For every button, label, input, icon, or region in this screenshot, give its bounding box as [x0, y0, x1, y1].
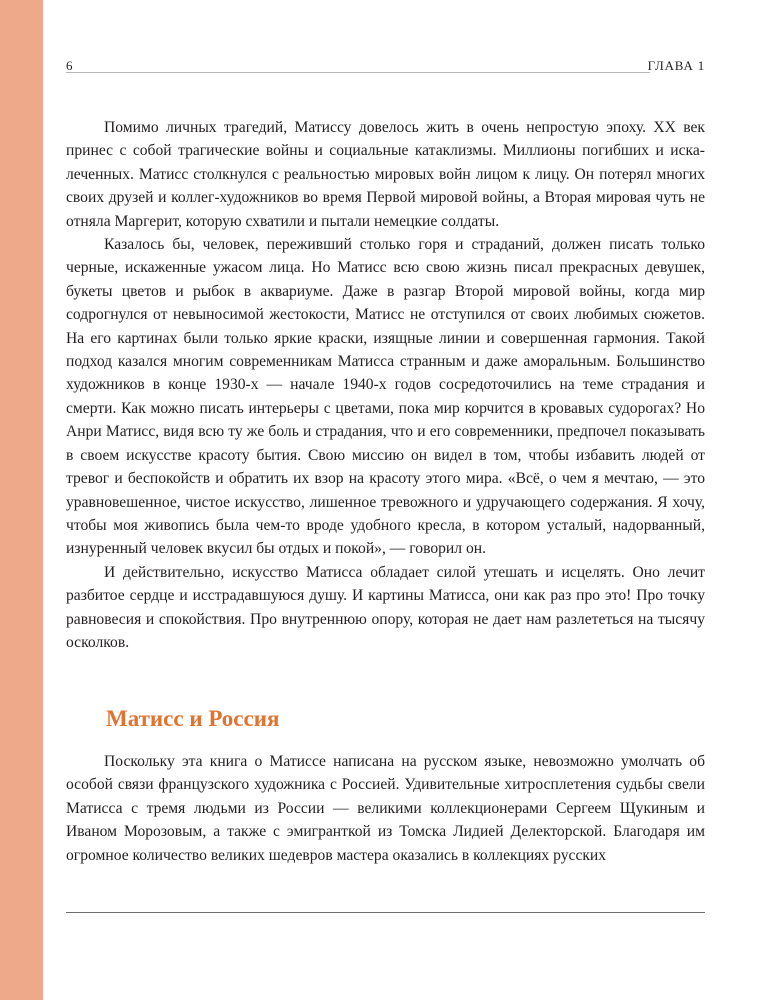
- header-rule: [66, 72, 650, 73]
- paragraph: Поскольку эта книга о Матиссе написана на русском языке, невозможно умолчать об особой связи французского художника с Россией. Удивительные хитросплетения судьбы свели Матисса с тремя людьми из России — великими коллекционерами Сергеем Щукиным и Иваном Морозовым, а также с эмигранткой из Томска Лидией Делекторской. Благодаря им огромное количество великих шедевров мастера оказались в коллекциях русских: [66, 753, 705, 864]
- footer-rule: [66, 912, 705, 913]
- chapter-label: ГЛАВА 1: [647, 58, 705, 73]
- paragraph: И действительно, искусство Матисса обладает силой утешать и исцелять. Оно лечит разбитое сердце и исстрадавшуюся душу. И картины Матисса, они как раз про это! Про точку равновесия и спокойствия. Про внутреннюю опору, которая не дает нам разлететься на тысячу осколков.: [66, 563, 705, 651]
- paragraph: Помимо личных трагедий, Матиссу довелось жить в очень непростую эпоху. XX век принес с собой трагические войны и социальные катаклизмы. Миллионы погибших и искалеченных. Матисс столкнулся с реальностью мировых войн лицом к лицу. Он потерял многих своих друзей и коллег-художников во время Первой мировой войны, а Вторая мировая чуть не отняла Маргерит, которую схватили и пытали немецкие солдаты.: [66, 119, 705, 230]
- decorative-side-band: [0, 0, 43, 1000]
- page-number: 6: [66, 58, 73, 73]
- section-heading: Матисс и Россия: [106, 706, 280, 731]
- body-text: [66, 116, 705, 654]
- section-text: [66, 750, 705, 867]
- paragraph: Казалось бы, человек, переживший столько горя и страданий, должен писать только черные, искаженные ужасом лица. Но Матисс всю свою жизнь писал прекрасных девушек, букеты цветов и рыбок в аквариуме. Даже в разгар Второй мировой войны, когда мир содрогнулся от невыносимой жестокости, Матисс не отступился от своих любимых сюжетов. На его картинах были только яркие краски, изящные линии и совершенная гармония. Такой подход казался многим современникам Матисса странным и даже аморальным. Большинство художников в конце 1930-х — начале 1940-х годов сосредоточились на теме страдания и смерти. Как можно писать интерьеры с цветами, пока мир корчится в кровавых судорогах? Но Анри Матисс, видя всю ту же боль и страдания, что и его современники, предпочел показывать в своем искусстве красоту бытия. Свою миссию он видел в том, чтобы избавить людей от тревог и беспокойств и обратить их взор на красоту этого мира. «Всё, о чем я мечтаю, — это уравновешенное, чистое искусство, лишенное тревожного и удручающего содержания. Я хочу, чтобы моя живопись была чем-то вроде удобного кресла, в котором усталый, надорванный, изнуренный человек вкусил бы отдых и покой», — говорил он.: [66, 236, 705, 558]
